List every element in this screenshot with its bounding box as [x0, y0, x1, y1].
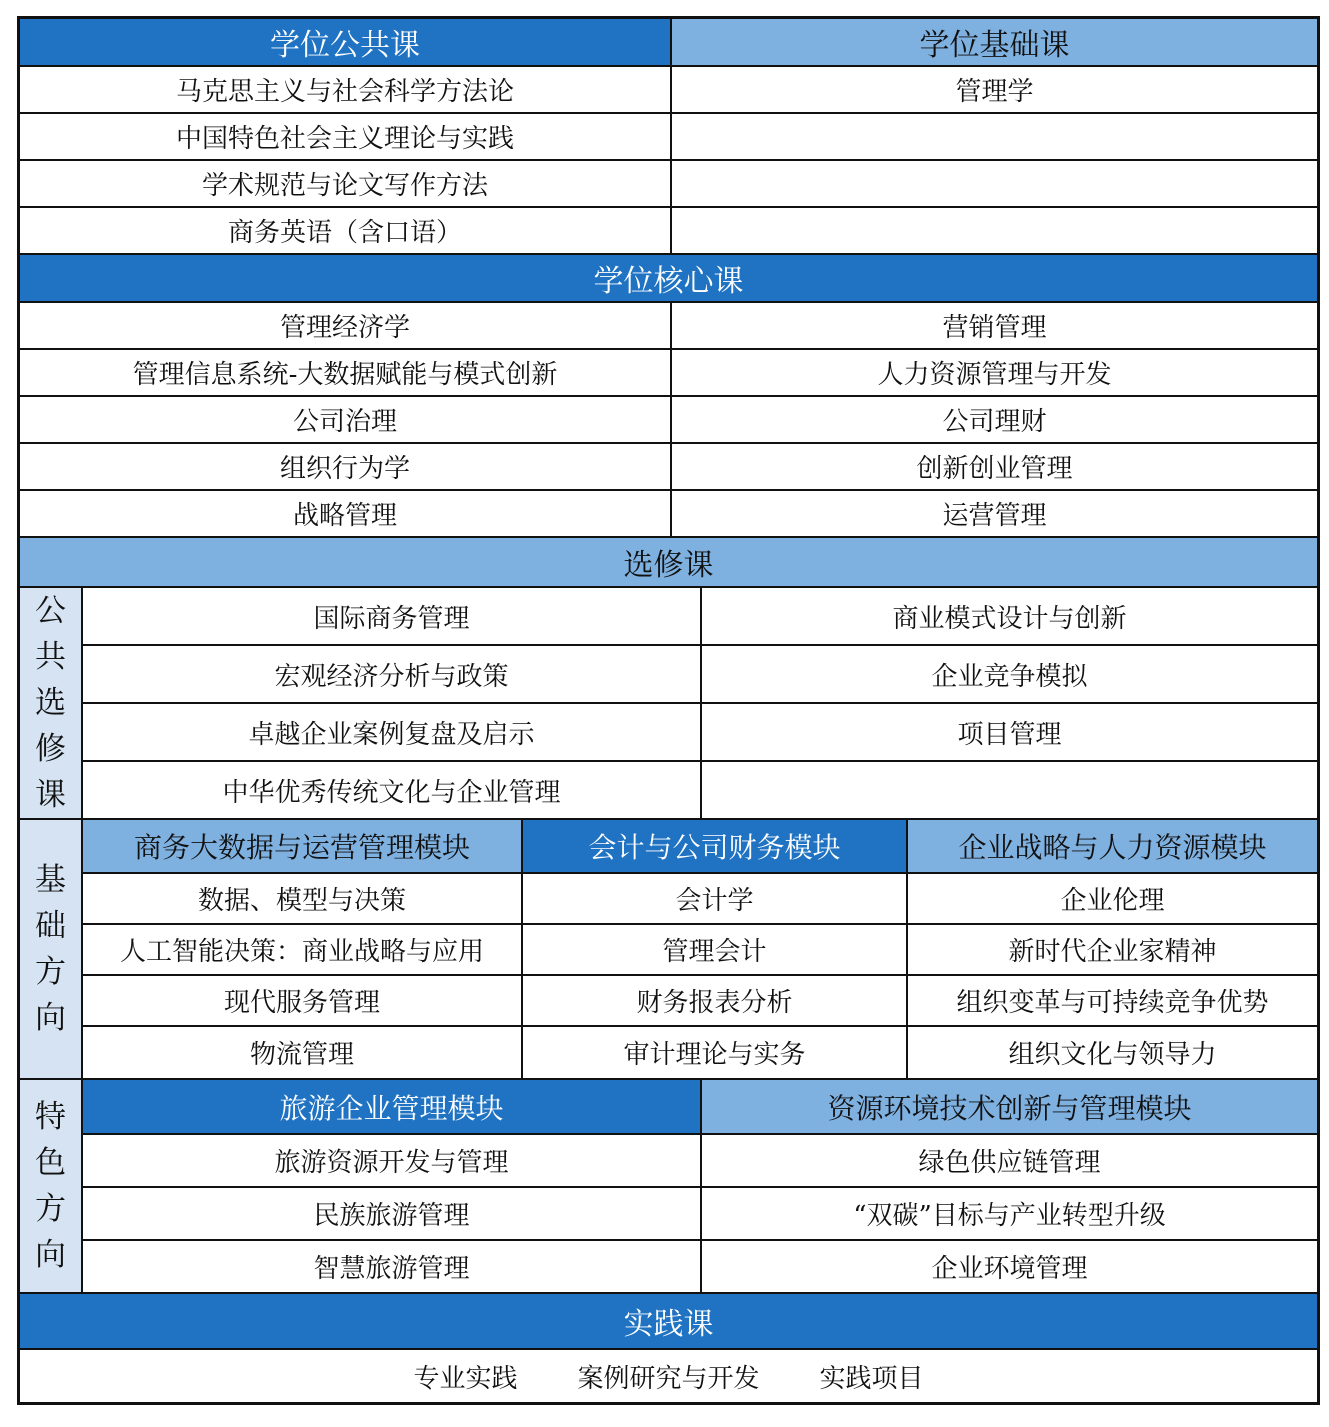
course-cell: 卓越企业案例复盘及启示 — [83, 704, 702, 760]
course-cell: 管理学 — [955, 77, 1034, 107]
practice-title: 实践课 — [20, 1294, 1317, 1350]
course-cell: 企业竞争模拟 — [931, 661, 1088, 692]
module-title: 会计与公司财务模块 — [523, 820, 908, 872]
course-cell: 人力资源管理与开发 — [877, 360, 1112, 390]
practice-item: 案例研究与开发 — [577, 1363, 760, 1394]
course-cell: 智慧旅游管理 — [83, 1241, 702, 1292]
course-cell: 战略管理 — [20, 491, 672, 536]
table-row — [20, 397, 1317, 444]
label-char: 公 — [35, 593, 66, 629]
course-cell: 组织行为学 — [20, 444, 672, 489]
module-title: 资源环境技术创新与管理模块 — [702, 1080, 1317, 1133]
label-char: 向 — [35, 1237, 66, 1273]
table-row — [20, 208, 1317, 255]
table-row — [20, 67, 1317, 114]
course-cell: 组织变革与可持续竞争优势 — [956, 988, 1269, 1018]
table-row — [83, 704, 1317, 762]
label-char: 课 — [35, 777, 66, 813]
label-char: 方 — [35, 954, 66, 990]
course-cell: 营销管理 — [942, 313, 1047, 343]
course-cell: 运营管理 — [942, 501, 1047, 531]
special-direction-body — [83, 1080, 1317, 1294]
course-cell: 国际商务管理 — [83, 588, 702, 644]
table-row — [83, 1135, 1317, 1188]
course-cell: 企业环境管理 — [931, 1254, 1088, 1284]
course-cell: 中国特色社会主义理论与实践 — [20, 114, 672, 159]
public-electives-label — [20, 588, 83, 820]
degree-public-title: 学位公共课 — [20, 19, 672, 65]
course-cell: 马克思主义与社会科学方法论 — [20, 67, 672, 112]
course-cell: 人工智能决策：商业战略与应用 — [83, 925, 523, 974]
table-row — [83, 1241, 1317, 1294]
degree-core-title: 学位核心课 — [20, 255, 1317, 303]
module-header-row — [83, 1080, 1317, 1135]
course-cell: 管理经济学 — [20, 303, 672, 348]
course-cell: 绿色供应链管理 — [918, 1148, 1101, 1178]
label-char: 特 — [35, 1099, 66, 1135]
course-cell: 宏观经济分析与政策 — [83, 646, 702, 702]
table-row — [83, 1188, 1317, 1241]
course-cell: 新时代企业家精神 — [1008, 937, 1217, 967]
table-row — [83, 976, 1317, 1027]
course-cell: 公司治理 — [20, 397, 672, 442]
table-row — [20, 161, 1317, 208]
label-char: 方 — [35, 1191, 66, 1227]
course-cell: 创新创业管理 — [916, 454, 1073, 484]
table-row — [20, 303, 1317, 350]
practice-body — [20, 1350, 1317, 1402]
label-char: 基 — [35, 862, 66, 898]
course-cell — [702, 762, 1317, 818]
course-cell: 现代服务管理 — [83, 976, 523, 1025]
module-header-row — [83, 820, 1317, 874]
label-char: 选 — [35, 685, 66, 721]
label-char: 础 — [35, 908, 66, 944]
course-cell: 商业模式设计与创新 — [892, 603, 1127, 634]
module-title: 商务大数据与运营管理模块 — [83, 820, 523, 872]
table-row — [83, 762, 1317, 820]
label-char: 向 — [35, 1000, 66, 1036]
course-cell: 企业伦理 — [1060, 886, 1165, 916]
table-row — [20, 114, 1317, 161]
course-cell: 项目管理 — [957, 719, 1062, 750]
table-row — [20, 350, 1317, 397]
course-cell: 学术规范与论文写作方法 — [20, 161, 672, 206]
course-cell: 数据、模型与决策 — [83, 874, 523, 923]
course-cell — [672, 161, 1317, 206]
curriculum-table — [17, 16, 1320, 1405]
degree-basic-title: 学位基础课 — [672, 19, 1317, 65]
label-char: 修 — [35, 731, 66, 767]
course-cell: 商务英语（含口语） — [20, 208, 672, 253]
table-row — [83, 925, 1317, 976]
course-cell: 会计学 — [523, 874, 908, 923]
practice-item: 实践项目 — [819, 1363, 924, 1394]
basic-direction-label — [20, 820, 83, 1080]
course-cell: 财务报表分析 — [523, 976, 908, 1025]
table-row — [83, 588, 1317, 646]
course-cell: 物流管理 — [83, 1027, 523, 1078]
table-row — [83, 874, 1317, 925]
module-title: 旅游企业管理模块 — [83, 1080, 702, 1133]
public-electives-body — [83, 588, 1317, 820]
practice-item: 专业实践 — [413, 1363, 518, 1394]
basic-direction-body — [83, 820, 1317, 1080]
degree-core-body — [20, 303, 1317, 538]
course-cell: 组织文化与领导力 — [1008, 1040, 1217, 1070]
course-cell — [672, 114, 1317, 159]
degree-header-row — [20, 19, 1317, 67]
course-cell: “双碳”目标与产业转型升级 — [853, 1201, 1166, 1231]
special-direction-label — [20, 1080, 83, 1294]
table-row — [20, 491, 1317, 538]
table-row — [20, 444, 1317, 491]
course-cell: 中华优秀传统文化与企业管理 — [83, 762, 702, 818]
table-row — [83, 646, 1317, 704]
course-cell: 管理会计 — [523, 925, 908, 974]
label-char: 色 — [35, 1145, 66, 1181]
course-cell: 管理信息系统-大数据赋能与模式创新 — [20, 350, 672, 395]
label-char: 共 — [35, 639, 66, 675]
table-row — [83, 1027, 1317, 1080]
course-cell: 审计理论与实务 — [523, 1027, 908, 1078]
course-cell — [672, 208, 1317, 253]
electives-title: 选修课 — [20, 538, 1317, 588]
course-cell: 旅游资源开发与管理 — [83, 1135, 702, 1186]
degree-public-basic-body — [20, 67, 1317, 255]
course-cell: 民族旅游管理 — [83, 1188, 702, 1239]
course-cell: 公司理财 — [942, 407, 1047, 437]
module-title: 企业战略与人力资源模块 — [908, 820, 1317, 872]
